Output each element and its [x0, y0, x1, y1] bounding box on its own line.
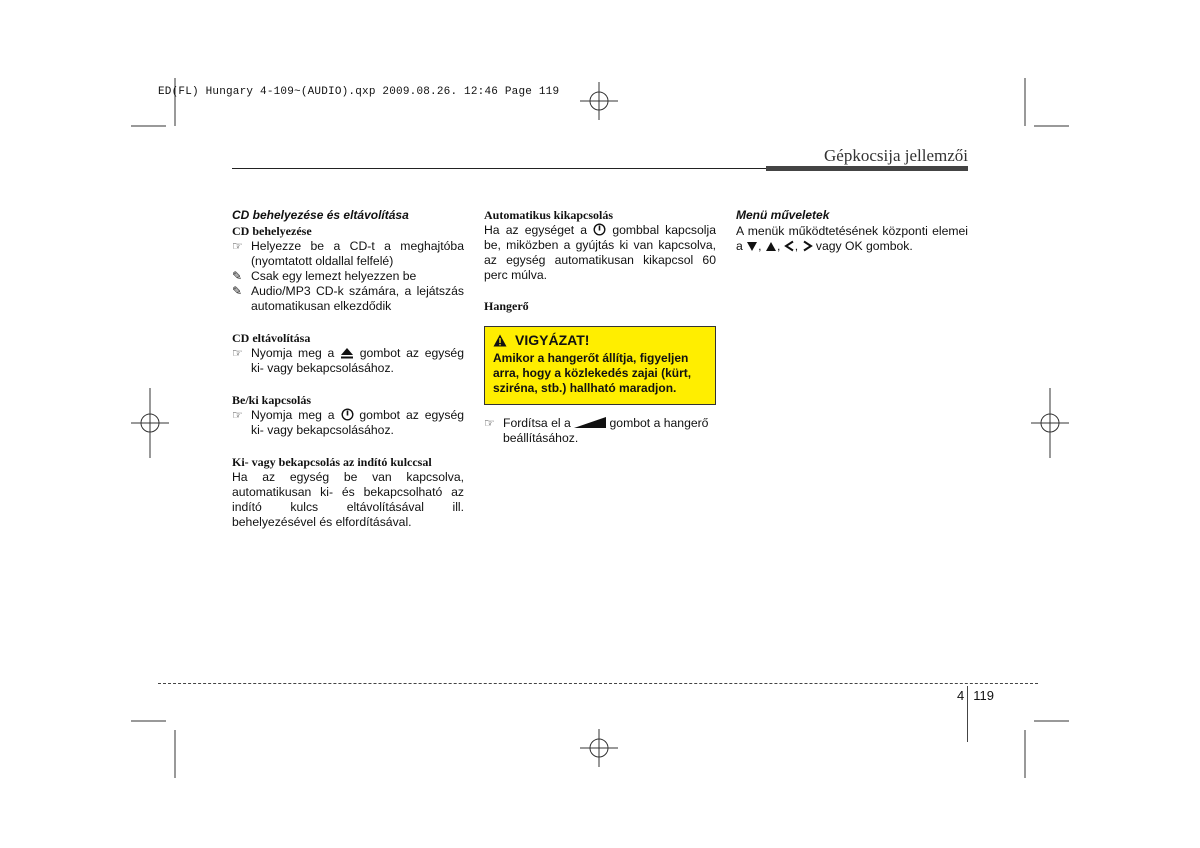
heading-power: Be/ki kapcsolás	[232, 393, 312, 407]
list-item: ☞ Fordítsa el a gombot a hangerő beállításához.	[484, 416, 709, 445]
paragraph-ignition: Ha az egység be van kapcsolva, automatikusan ki- és bekapcsolható az indító kulcs eltávolításával ill. behelyezésével és elfordításával.	[232, 470, 464, 529]
page-index: 119	[973, 688, 994, 703]
section-title-cd: CD behelyezése és eltávolítása	[232, 208, 409, 222]
heading-volume: Hangerő	[484, 299, 529, 313]
arrow-up-icon	[765, 241, 777, 252]
chapter-number: 4	[957, 688, 965, 703]
warning-text: Amikor a hangerőt állítja, figyeljen arra, hogy a közlekedés zajai (kürt, sziréna, stb.) hallható maradjon.	[493, 351, 692, 395]
heading-cd-insert: CD behelyezése	[232, 224, 312, 238]
page-number	[957, 688, 994, 703]
heading-ignition: Ki- vagy bekapcsolás az indító kulccsal	[232, 455, 432, 469]
list-item: ✎ Csak egy lemezt helyezzen be	[232, 269, 417, 283]
list-item: ☞ Nyomja meg a gombot az egység ki- vagy bekapcsolásához.	[232, 408, 465, 437]
eject-icon	[340, 347, 354, 359]
footer-rule	[158, 683, 1038, 684]
power-icon	[593, 223, 606, 236]
pencil-note-icon: ✎	[232, 284, 243, 298]
print-slug: ED(FL) Hungary 4-109~(AUDIO).qxp 2009.08.26. 12:46 Page 119	[158, 86, 560, 98]
section-title-menu: Menü műveletek	[736, 208, 830, 222]
pointing-hand-icon: ☞	[232, 346, 243, 360]
pointing-hand-icon: ☞	[484, 416, 495, 430]
warning-box	[484, 326, 716, 405]
list-item: ☞ Helyezze be a CD-t a meghajtóba (nyomtatott oldallal felfelé)	[232, 239, 464, 268]
column-1	[232, 208, 464, 530]
arrow-right-icon	[802, 240, 813, 252]
volume-wedge-icon	[574, 417, 606, 429]
paragraph-auto-off: Ha az egységet a gombbal kapcsolja be, miközben a gyújtás ki van kapcsolva, az egység automatikusan kikapcsol 60 perc múlva.	[484, 223, 716, 282]
list-item: ☞ Nyomja meg a gombot az egység ki- vagy bekapcsolásához.	[232, 346, 464, 375]
arrow-down-icon	[746, 241, 758, 252]
header-bar	[766, 166, 968, 171]
pointing-hand-icon: ☞	[232, 408, 243, 422]
warning-title: VIGYÁZAT!	[493, 333, 707, 348]
power-icon	[341, 408, 354, 421]
paragraph-menu: A menük működtetésének központi elemei a , , , vagy OK gombok.	[736, 224, 968, 253]
column-2	[484, 208, 716, 446]
heading-cd-eject: CD eltávolítása	[232, 331, 311, 345]
page-header-title: Gépkocsija jellemzői	[824, 146, 968, 165]
column-3	[736, 208, 968, 254]
warning-triangle-icon	[493, 334, 507, 347]
heading-auto-off: Automatikus kikapcsolás	[484, 208, 614, 222]
pointing-hand-icon: ☞	[232, 239, 243, 253]
arrow-left-icon	[784, 240, 795, 252]
list-item: ✎ Audio/MP3 CD-k számára, a lejátszás automatikusan elkezdődik	[232, 284, 464, 313]
pencil-note-icon: ✎	[232, 269, 243, 283]
